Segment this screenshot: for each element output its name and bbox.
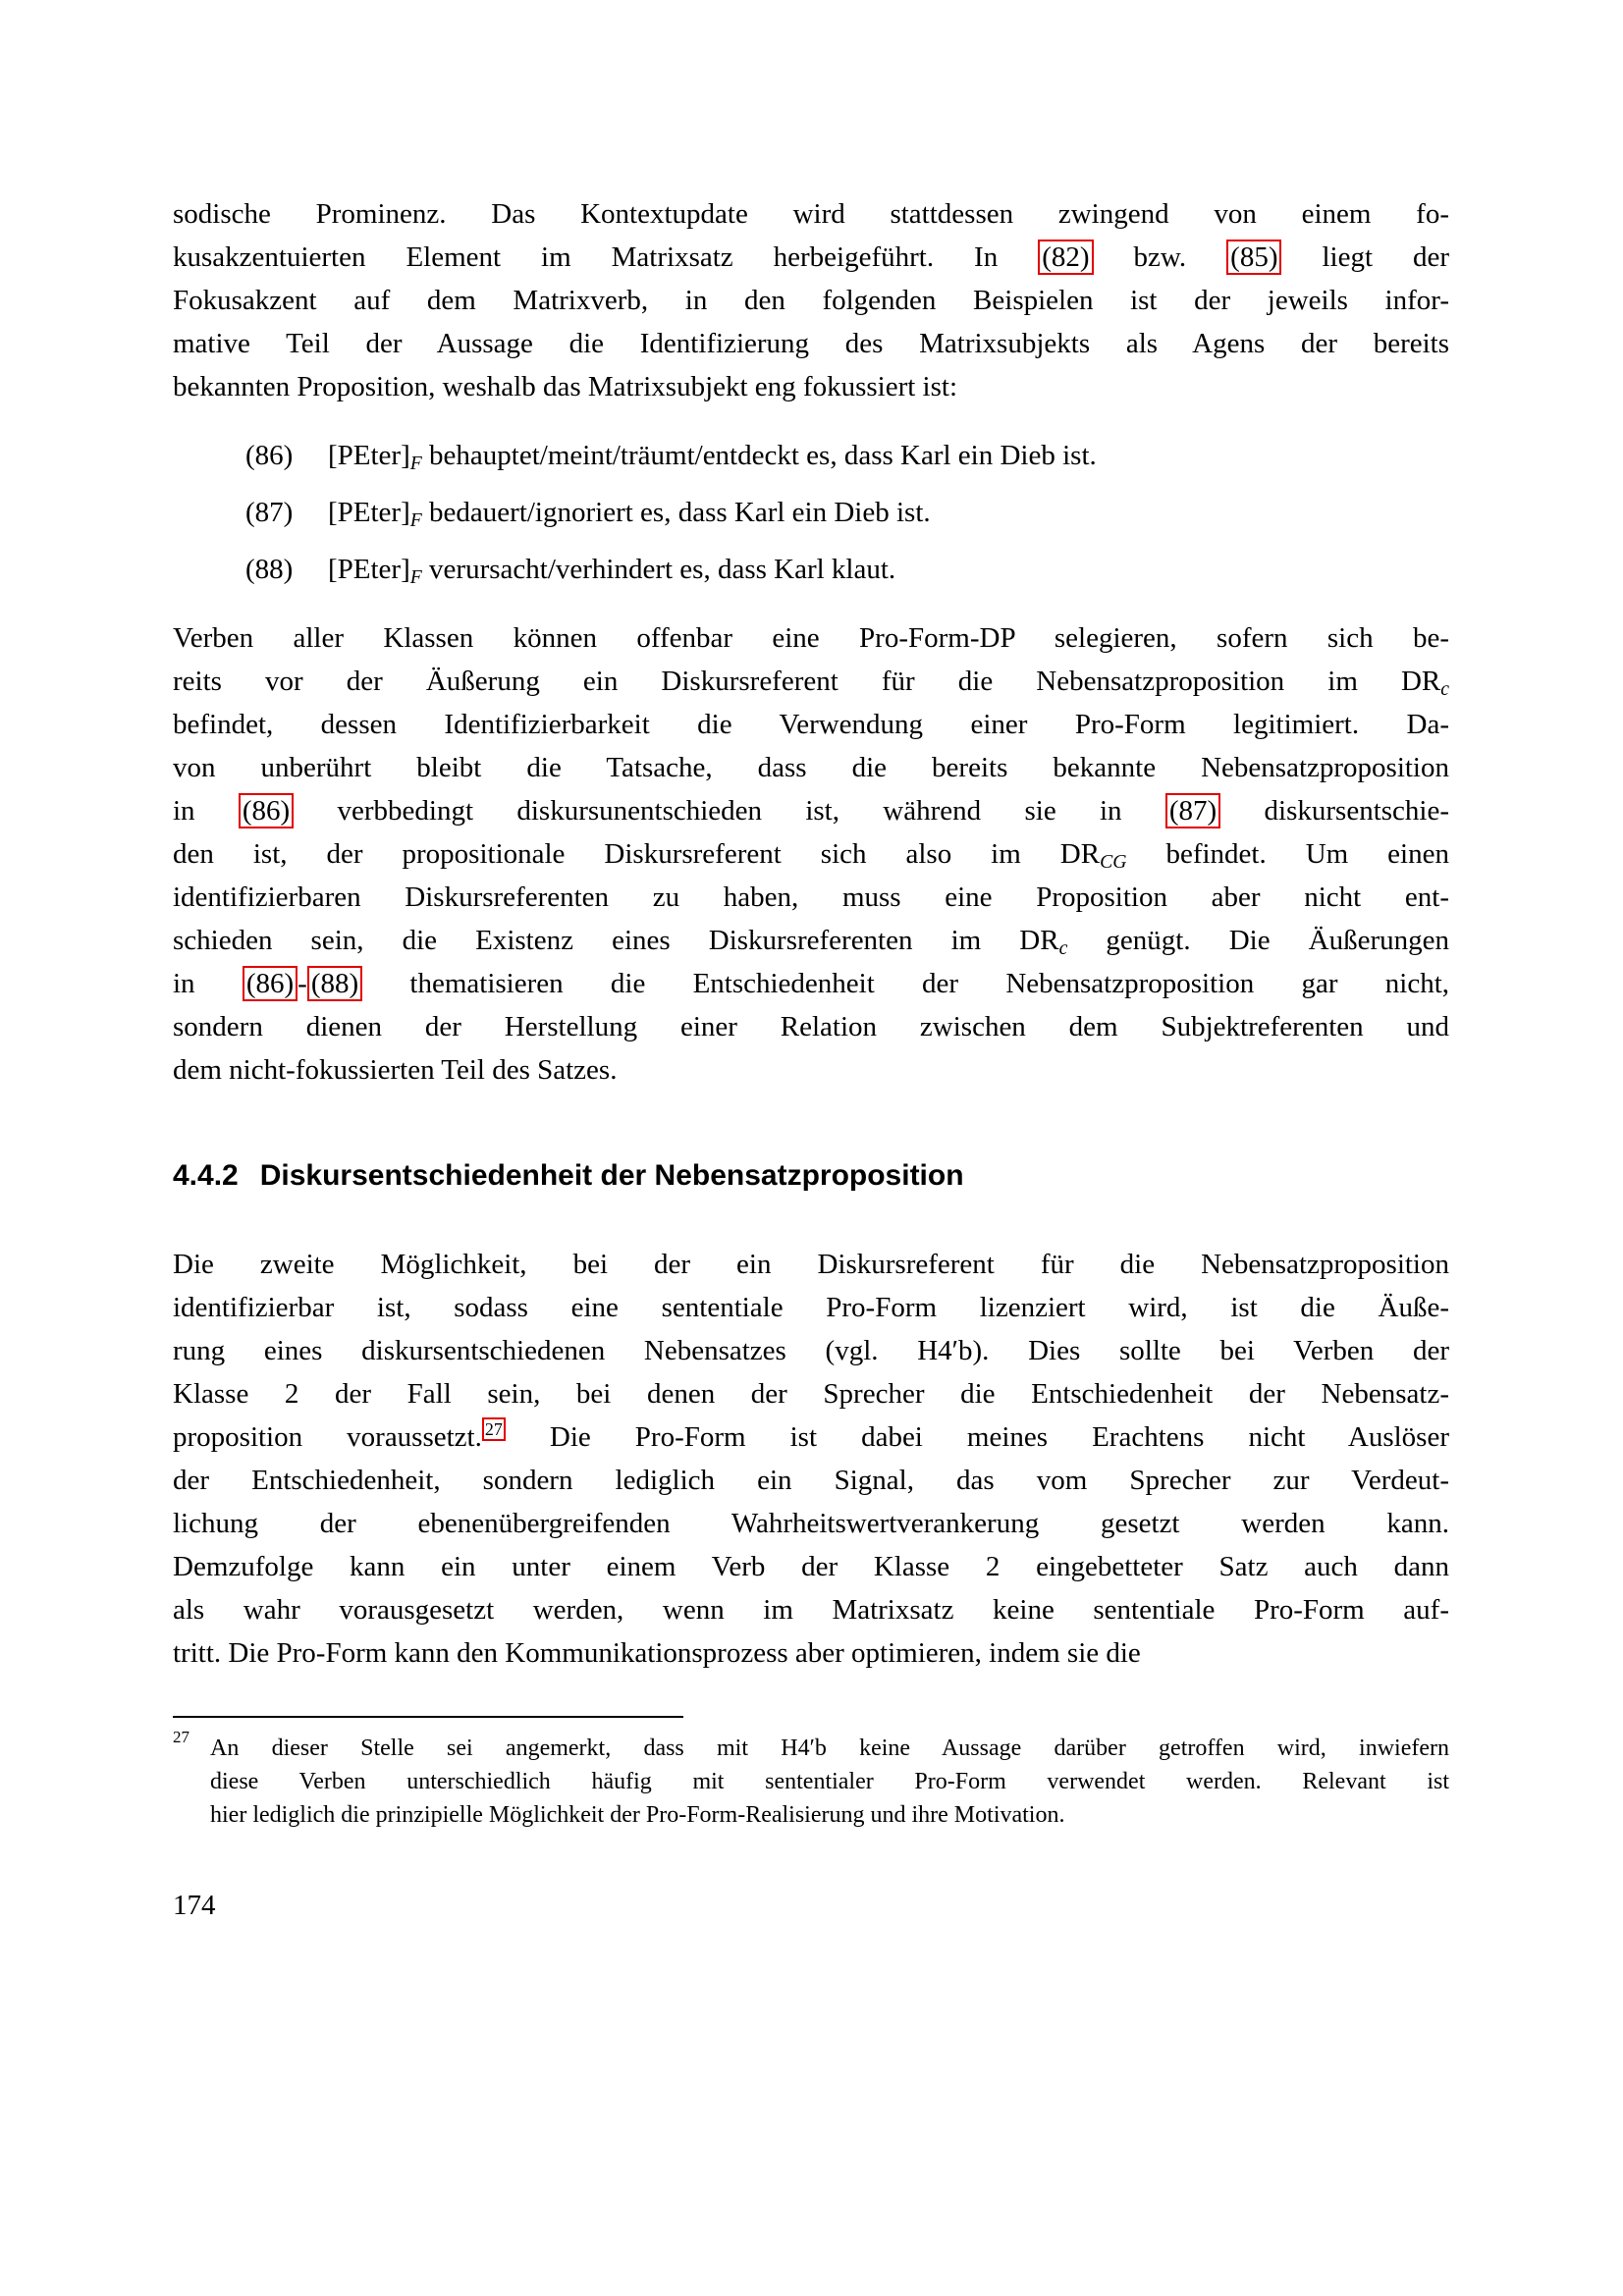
- text-line: bekannten Proposition, weshalb das Matrixsubjekt eng fokussiert ist:: [173, 371, 958, 402]
- example-number: (87): [245, 497, 294, 528]
- paragraph-1: [173, 192, 1449, 408]
- text-line: Klasse 2 der Fall sein, bei denen der Sprecher die Entschiedenheit der Nebensatz-: [173, 1378, 1449, 1410]
- text-line: kusakzentuierten Element im Matrixsatz herbeigeführt. In (82) bzw. (85) liegt der: [173, 241, 1450, 273]
- example-list: [173, 434, 1449, 591]
- cross-reference-link[interactable]: (86): [243, 966, 298, 1001]
- example-text: $[PEter]_F$ bedauert/ignoriert es, dass Karl ein Dieb ist.: [328, 497, 931, 531]
- subscript: F: [409, 565, 422, 588]
- text-line: Fokusakzent auf dem Matrixverb, in den folgenden Beispielen ist der jeweils infor-: [173, 285, 1449, 316]
- cross-reference-link[interactable]: (82): [1038, 240, 1093, 275]
- example-item: [173, 491, 1449, 534]
- example-text: $[PEter]_F$ verursacht/verhindert es, dass Karl klaut.: [328, 554, 896, 588]
- example-text: $[PEter]_F$ behauptet/meint/träumt/entdeckt es, dass Karl ein Dieb ist.: [328, 440, 1097, 474]
- example-item: [173, 548, 1449, 591]
- paragraph-3: [173, 1243, 1449, 1675]
- text-line: sodische Prominenz. Das Kontextupdate wird stattdessen zwingend von einem fo-: [173, 198, 1449, 230]
- example-number: (86): [245, 440, 294, 471]
- text-line: reits vor der Äußerung ein Diskursreferent für die Nebensatzproposition im $DR_c$: [173, 666, 1449, 700]
- subscript: c: [1058, 936, 1068, 959]
- footnote-marker: 27: [173, 1728, 189, 1746]
- cross-reference-link[interactable]: (87): [1165, 793, 1220, 828]
- text-line: An dieser Stelle sei angemerkt, dass mit H4′b keine Aussage darüber getroffen wird, inwiefern: [210, 1735, 1449, 1761]
- text-line: identifizierbaren Diskursreferenten zu haben, muss eine Proposition aber nicht ent-: [173, 881, 1449, 913]
- section-heading: [173, 1154, 1449, 1198]
- text-line: der Entschiedenheit, sondern lediglich ein Signal, das vom Sprecher zur Verdeut-: [173, 1465, 1449, 1496]
- text-line: von unberührt bleibt die Tatsache, dass die bereits bekannte Nebensatzproposition: [173, 752, 1449, 783]
- example-item: [173, 434, 1449, 477]
- text-line: sondern dienen der Herstellung einer Relation zwischen dem Subjektreferenten und: [173, 1011, 1449, 1042]
- section-title: Diskursentschiedenheit der Nebensatzproposition: [259, 1159, 964, 1192]
- cross-reference-link[interactable]: (86): [239, 793, 294, 828]
- footnote-rule: [173, 1716, 683, 1718]
- text-line: proposition voraussetzt. $^{27}$ Die Pro-Form ist dabei meines Erachtens nicht Auslöser: [173, 1419, 1449, 1453]
- subscript: c: [1440, 677, 1449, 700]
- subscript: F: [409, 508, 422, 531]
- text-line: lichung der ebenenübergreifenden Wahrheitswertverankerung gesetzt werden kann.: [173, 1508, 1449, 1539]
- section-number: 4.4.2: [173, 1159, 239, 1192]
- text-line: als wahr vorausgesetzt werden, wenn im Matrixsatz keine sententiale Pro-Form auf-: [173, 1594, 1449, 1626]
- subscript: CG: [1100, 850, 1127, 873]
- example-number: (88): [245, 554, 294, 585]
- paragraph-2: [173, 616, 1449, 1092]
- text-line: Die zweite Möglichkeit, bei der ein Diskursreferent für die Nebensatzproposition: [173, 1249, 1449, 1280]
- footnote-block: [173, 1716, 1449, 1832]
- cross-reference-link[interactable]: (88): [307, 966, 362, 1001]
- text-line: schieden sein, die Existenz eines Diskursreferenten im $DR_c$ genügt. Die Äußerungen: [173, 925, 1449, 959]
- subscript: F: [409, 452, 422, 474]
- text-line: befindet, dessen Identifizierbarkeit die Verwendung einer Pro-Form legitimiert. Da-: [173, 709, 1449, 740]
- text-line: hier lediglich die prinzipielle Möglichkeit der Pro-Form-Realisierung und ihre Motivation.: [210, 1802, 1065, 1828]
- text-line: dem nicht-fokussierten Teil des Satzes.: [173, 1054, 618, 1086]
- page-number: 174: [173, 1890, 216, 1921]
- text-line: Verben aller Klassen können offenbar eine Pro-Form-DP selegieren, sofern sich be-: [173, 622, 1449, 654]
- footnote-27: [173, 1728, 1449, 1832]
- text-line: tritt. Die Pro-Form kann den Kommunikationsprozess aber optimieren, indem sie die: [173, 1637, 1141, 1669]
- text-line: mative Teil der Aussage die Identifizierung des Matrixsubjekts als Agens der bereits: [173, 328, 1449, 359]
- text-line: den ist, der propositionale Diskursreferent sich also im $DR_{CG}$ befindet. Um einen: [173, 838, 1449, 873]
- footnote-text: [210, 1732, 1449, 1832]
- text-line: identifizierbar ist, sodass eine sententiale Pro-Form lizenziert wird, ist die Äuße-: [173, 1292, 1449, 1323]
- footnote-reference-link[interactable]: 27: [482, 1417, 506, 1441]
- text-line: rung eines diskursentschiedenen Nebensatzes (vgl. H4′b). Dies sollte bei Verben der: [173, 1335, 1449, 1366]
- text-line: diese Verben unterschiedlich häufig mit sententialer Pro-Form verwendet werden. Relevant ist: [210, 1769, 1449, 1794]
- text-line: in (86) verbbedingt diskursunentschieden ist, während sie in (87) diskursentschie-: [173, 795, 1449, 827]
- text-line: Demzufolge kann ein unter einem Verb der Klasse 2 eingebetteter Satz auch dann: [173, 1551, 1449, 1582]
- text-line: in (86) - (88) thematisieren die Entschiedenheit der Nebensatzproposition gar nicht,: [173, 968, 1449, 999]
- text-block: [173, 192, 1449, 1832]
- cross-reference-link[interactable]: (85): [1226, 240, 1281, 275]
